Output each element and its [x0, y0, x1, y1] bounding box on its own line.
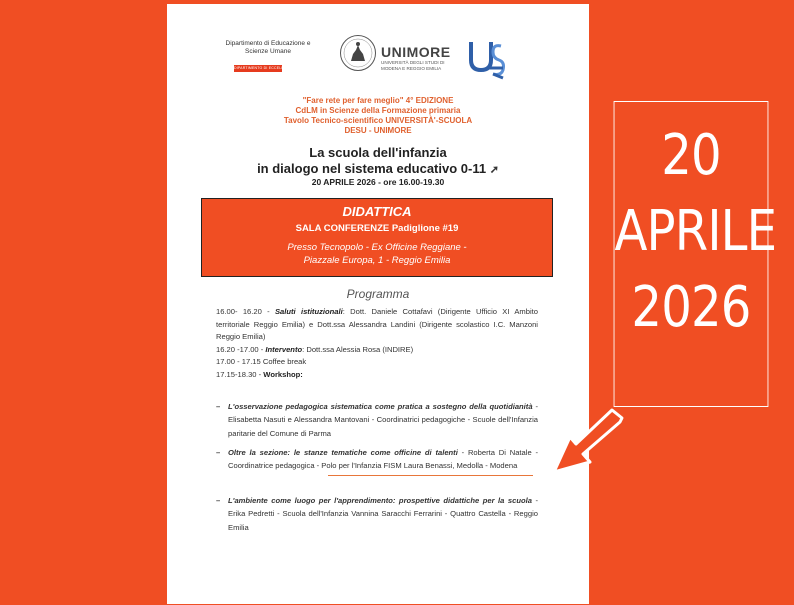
- list-dash: –: [216, 448, 221, 457]
- event-title: La scuola dell'infanzia in dialogo nel sistema educativo 0-11 ➚: [257, 145, 499, 176]
- event-date-line: 20 APRILE 2026 - ore 16.00-19.30: [311, 177, 445, 187]
- program-item: 16.20 -17.00 - Intervento: Dott.ssa Alessia Rosa (INDIRE): [216, 344, 414, 354]
- program-item: 17.00 - 17.15 Coffee break: [216, 357, 307, 366]
- date-month: APRILE: [614, 199, 777, 264]
- university-seal-icon: [339, 34, 377, 72]
- unimore-subtitle: UNIVERSITÀ DEGLI STUDI DI MODENA E REGGIO EMILIA: [381, 60, 445, 71]
- program-heading: Programma: [346, 287, 410, 301]
- list-dash: –: [216, 402, 221, 411]
- use-logo-icon: [467, 38, 507, 80]
- session-room: SALA CONFERENZE Padiglione #19: [295, 223, 459, 234]
- unimore-logo-text: UNIMORE: [381, 44, 451, 60]
- session-title: DIDATTICA: [342, 204, 412, 219]
- date-year: 2026: [631, 275, 751, 340]
- date-callout: [614, 101, 777, 407]
- workshop-item: – Oltre la sezione: le stanze tematiche come officine di talenti - Roberta Di Natale - Coordinatrice pedagogica - Polo per l'Infanzia FISM Laura Benassi, Medolla - Modena: [216, 448, 538, 471]
- session-info-box: [201, 198, 553, 277]
- session-location: Presso Tecnopolo - Ex Officine Reggiane - Piazzale Europa, 1 - Reggio Emilia: [287, 242, 467, 266]
- excellence-badge: DIPARTIMENTO DI ECCELLENZA: [234, 66, 294, 70]
- highlight-underline: [328, 475, 533, 476]
- program-item: 16.00- 16.20 - Saluti istituzionali: Dott. Daniele Cottafavi (Dirigente Ufficio XI Ambito territoriale Reggio Emilia) e Dott.ssa Alessandra Landini (Dirigente scolastico I.C. Manzoni Reggio Emilia): [216, 307, 538, 341]
- list-dash: –: [216, 496, 221, 505]
- department-name: Dipartimento di Educazione e Scienze Umane: [225, 40, 311, 55]
- event-flyer-document: [167, 4, 589, 604]
- workshop-item: – L'ambiente come luogo per l'apprendimento: prospettive didattiche per la scuola - Erika Pedretti - Scuola dell'Infanzia Vannina Saracchi Ferrarini - Quattro Castella - Reggio Emilia: [216, 496, 538, 532]
- arrow-up-right-icon: ➚: [489, 164, 499, 176]
- event-header-lines: "Fare rete per fare meglio" 4° EDIZIONE CdLM in Scienze della Formazione primaria Tavolo Tecnico-scientifico UNIVERSITÀ'-SCUOLA DESU - UNIMORE: [283, 96, 473, 135]
- date-day: 20: [661, 123, 721, 188]
- program-item: 17.15-18.30 - Workshop:: [216, 369, 303, 379]
- pointer-arrow-icon: [548, 410, 628, 476]
- program-list: [216, 306, 538, 381]
- workshop-item: – L'osservazione pedagogica sistematica come pratica a sostegno della quotidianità - Elisabetta Nasuti e Alessandra Mantovani - Coordinatrici pedagogiche - Scuole dell'Infanzia paritarie del Comune di Parma: [216, 402, 538, 438]
